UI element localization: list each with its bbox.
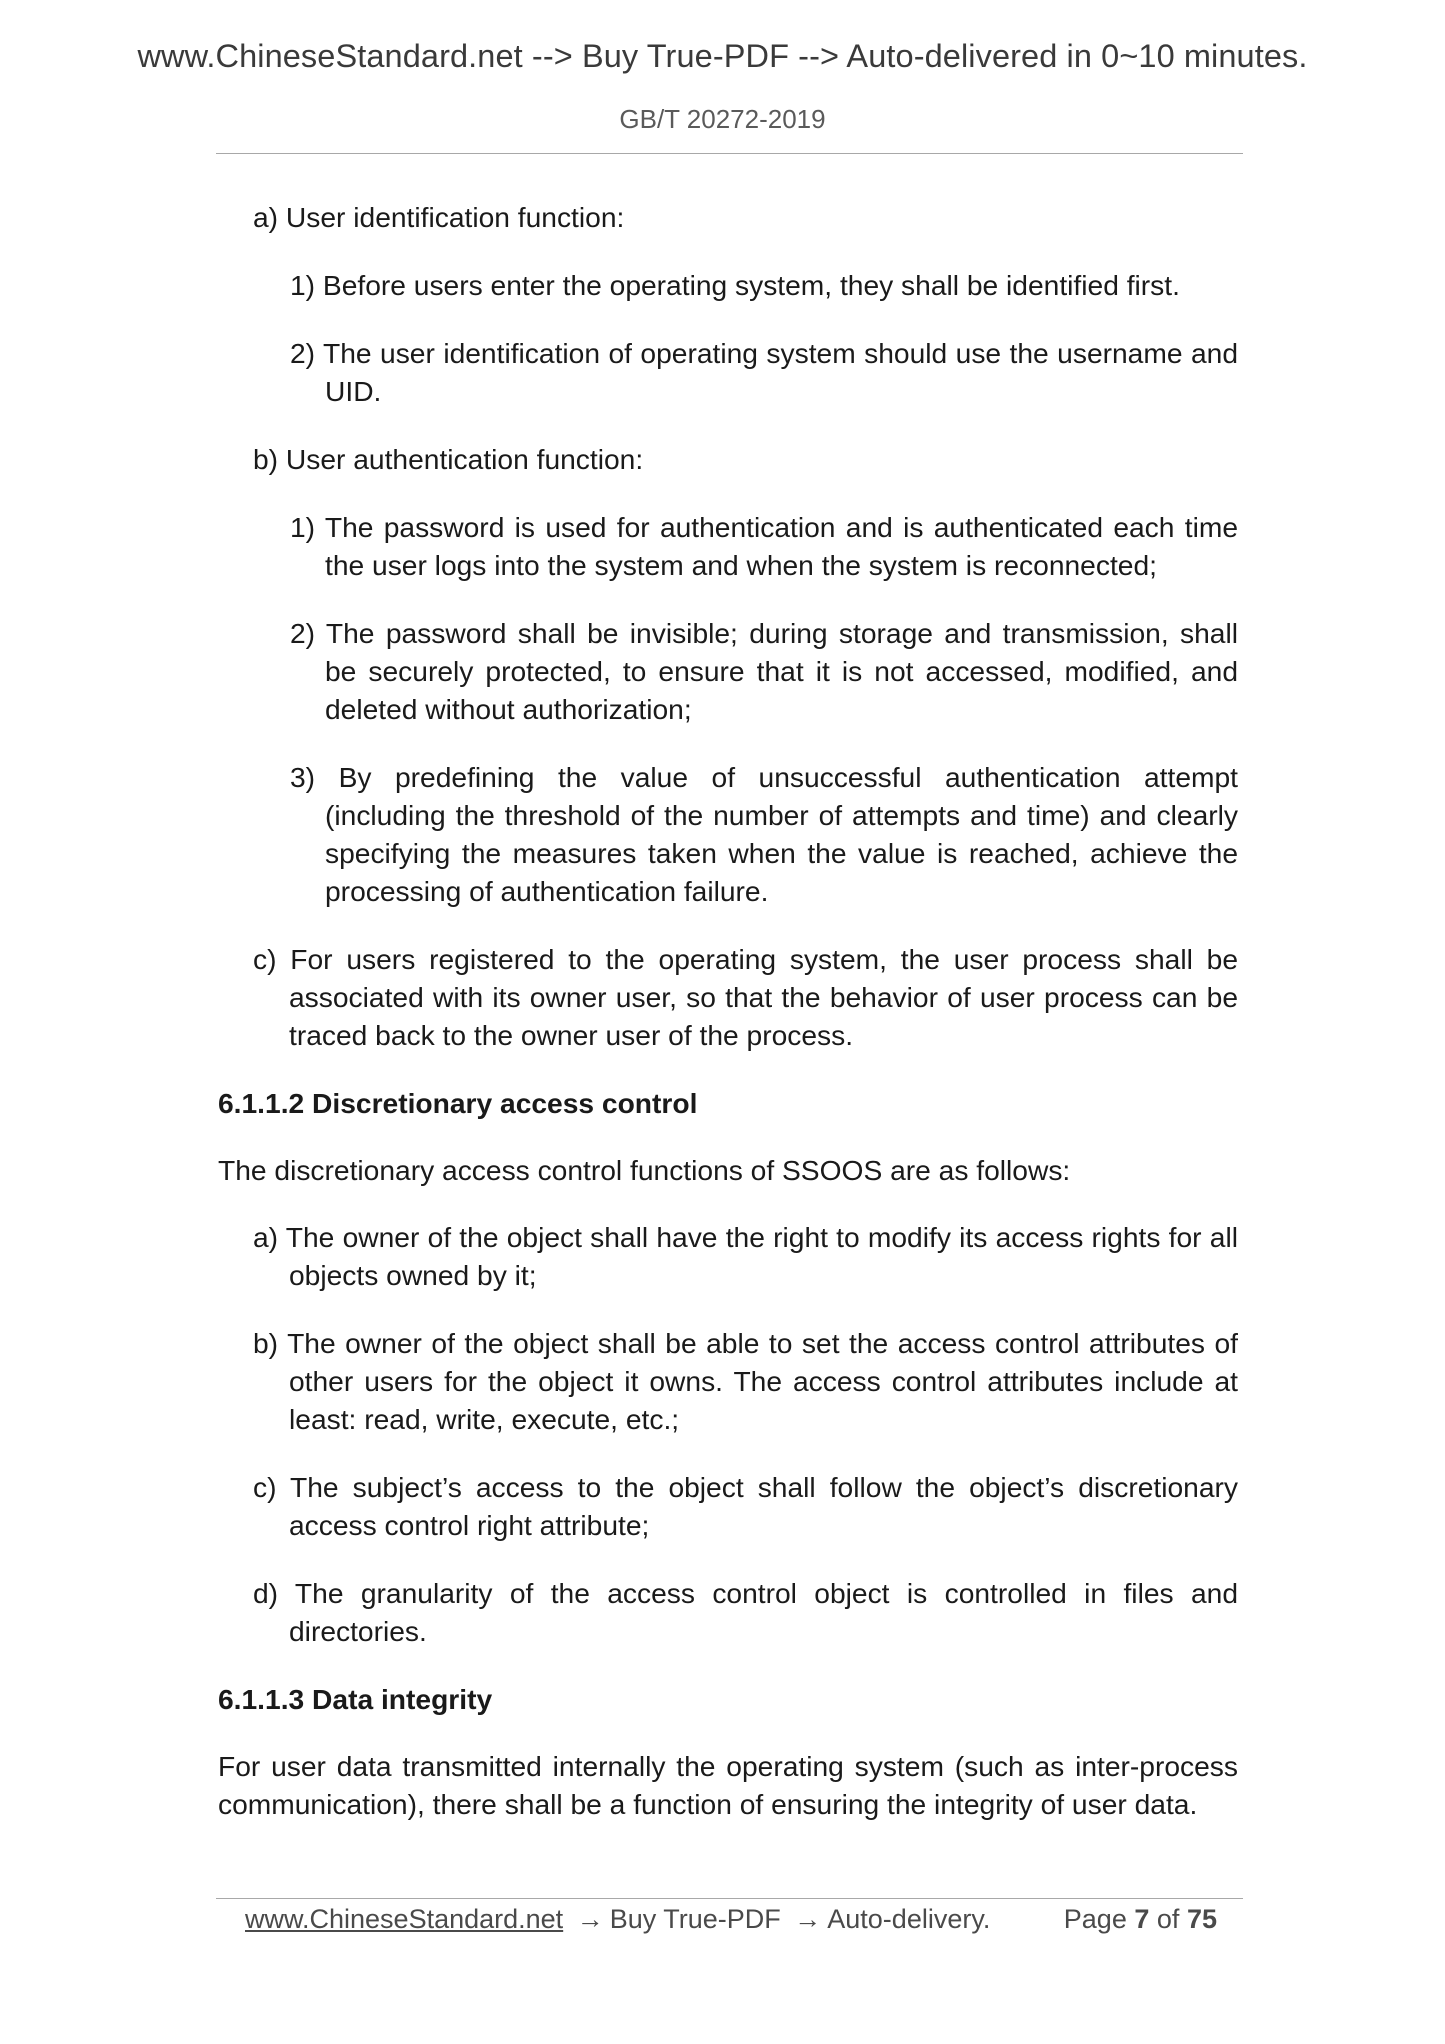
site-banner: www.ChineseStandard.net --> Buy True-PDF --> Auto-delivered in 0~10 minutes.	[137, 38, 1308, 74]
current-page: 7	[1134, 1904, 1150, 1934]
list-label: b)	[253, 443, 286, 475]
list-label: a)	[253, 201, 286, 233]
of-word: of	[1156, 1904, 1180, 1934]
list-text: User identification function:	[285, 201, 625, 233]
list-item-dac-d	[218, 1574, 1238, 1650]
list-text: The password is used for authentication and is authenticated each time the user logs into the system and when the system is reconnected;	[324, 511, 1238, 581]
list-text: The user identification of operating system should use the username and UID.	[323, 337, 1238, 407]
list-text: The granularity of the access control object is controlled in files and directories.	[289, 1577, 1238, 1647]
list-label: a)	[253, 1221, 286, 1253]
list-text: The subject’s access to the object shall follow the object’s discretionary access control right attribute;	[289, 1471, 1238, 1541]
list-label: 3)	[290, 761, 339, 793]
list-item-dac-a	[218, 1218, 1238, 1294]
list-item-b	[218, 440, 1238, 478]
list-text: The password shall be invisible; during storage and transmission, shall be securely protected, to ensure that it is not accessed, modified, and deleted without authorization;	[325, 617, 1239, 725]
list-item-a1	[218, 266, 1238, 304]
list-item-dac-c	[218, 1468, 1238, 1544]
list-label: c)	[253, 1471, 291, 1503]
paragraph-dac-intro: The discretionary access control functions of SSOOS are as follows:	[218, 1154, 1071, 1186]
section-heading-6-1-1-3: 6.1.1.3 Data integrity	[218, 1683, 493, 1715]
list-item-c	[218, 940, 1238, 1054]
list-text: User authentication function:	[285, 443, 644, 475]
footer-divider	[216, 1898, 1243, 1899]
list-label: 1)	[290, 511, 325, 543]
standard-number: GB/T 20272-2019	[619, 104, 826, 134]
list-item-b2	[218, 614, 1238, 728]
list-text: The owner of the object shall have the right to modify its access rights for all objects owned by it;	[285, 1221, 1238, 1291]
list-label: 2)	[290, 337, 324, 369]
arrow-right-icon: →	[794, 1904, 822, 1934]
header-divider	[216, 153, 1243, 154]
list-item-b3	[218, 758, 1238, 910]
list-label: 2)	[290, 617, 326, 649]
list-item-a	[218, 198, 1238, 236]
list-item-dac-b	[218, 1324, 1238, 1438]
paragraph-data-integrity: For user data transmitted internally the operating system (such as inter-process communication), there shall be a function of ensuring the integrity of user data.	[218, 1750, 1238, 1820]
page-number	[1064, 1904, 1217, 1935]
list-text: By predefining the value of unsuccessful authentication attempt (including the threshold of the number of attempts and time) and clearly specifying the measures taken when the value is reached, achieve the processing of authentication failure.	[325, 761, 1238, 907]
list-label: 1)	[290, 269, 323, 301]
list-label: c)	[253, 943, 291, 975]
list-text: The owner of the object shall be able to set the access control attributes of other users for the object it owns. The access control attributes include at least: read, write, execute, etc.;	[287, 1327, 1238, 1435]
page-word: Page	[1063, 1904, 1127, 1934]
list-text: For users registered to the operating system, the user process shall be associated with its owner user, so that the behavior of user process can be traced back to the owner user of the process.	[289, 943, 1238, 1051]
footer-delivery-text: Auto-delivery.	[827, 1904, 991, 1934]
list-label: b)	[253, 1327, 288, 1359]
footer-buy-text: Buy True-PDF	[609, 1904, 781, 1934]
list-text: Before users enter the operating system, they shall be identified first.	[322, 269, 1180, 301]
list-item-b1	[218, 508, 1238, 584]
list-label: d)	[253, 1577, 295, 1609]
footer	[245, 1904, 990, 1935]
footer-site-link[interactable]: www.ChineseStandard.net	[245, 1904, 564, 1934]
document-body	[218, 198, 1238, 1852]
total-pages: 75	[1186, 1904, 1217, 1934]
list-item-a2	[218, 334, 1238, 410]
arrow-right-icon: →	[576, 1904, 604, 1934]
section-heading-6-1-1-2: 6.1.1.2 Discretionary access control	[218, 1087, 698, 1119]
